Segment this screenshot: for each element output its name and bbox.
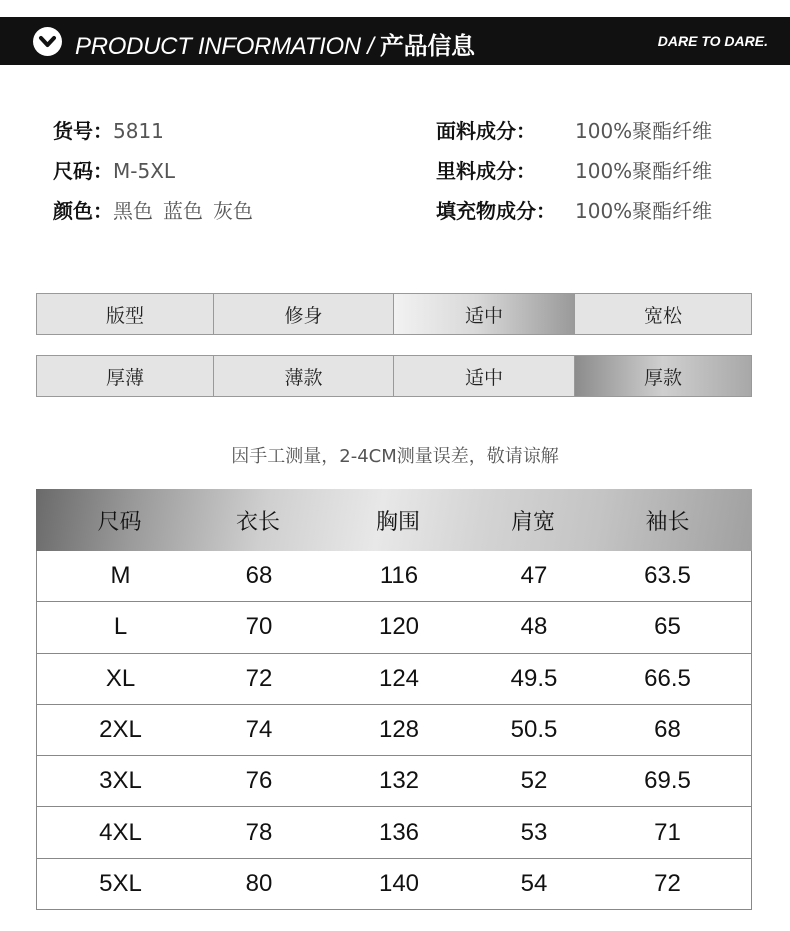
color-option: 灰色 [213, 199, 253, 223]
row-shoulder-cell: 54 [520, 869, 548, 897]
lining-row [436, 155, 536, 184]
row-sleeve-cell: 69.5 [644, 767, 691, 795]
row-chest-cell: 116 [379, 562, 419, 590]
row-chest-cell: 132 [378, 767, 420, 795]
fit-option-loose: 宽松 [643, 304, 682, 327]
row-size-cell: M [110, 562, 131, 590]
row-size-cell: 5XL [99, 869, 142, 897]
fit-option-regular: 适中 [394, 294, 575, 334]
lining-value-wrap [575, 155, 712, 184]
header-bar [0, 17, 790, 65]
row-length-cell: 74 [245, 716, 273, 744]
table-row [36, 551, 752, 602]
row-shoulder-cell: 48 [520, 613, 548, 641]
row-size-cell: XL [105, 664, 136, 692]
filling-value: 100%聚酯纤维 [575, 199, 713, 223]
thickness-attribute-name: 厚薄 [37, 356, 214, 396]
row-size-cell: 3XL [99, 767, 142, 795]
row-sleeve-cell: 66.5 [644, 664, 691, 692]
size-chart [36, 489, 752, 910]
fabric-value-wrap [575, 115, 712, 144]
measurement-note: 因手工测量，2-4CM测量误差，敬请谅解 [231, 446, 559, 467]
row-size-cell: 2XL [99, 716, 142, 744]
fabric-row [436, 115, 536, 144]
header-shoulder: 肩宽 [510, 509, 555, 535]
table-row [36, 602, 752, 653]
thickness-option-medium: 适中 [394, 356, 575, 396]
color-label: 颜色： [53, 199, 113, 223]
fit-option-slim: 修身 [214, 294, 394, 334]
row-length-cell: 78 [245, 818, 273, 846]
lining-value: 100%聚酯纤维 [575, 159, 713, 183]
thickness-option-thin: 薄款 [214, 356, 394, 396]
item-number-value: 5811 [113, 119, 164, 143]
fabric-label: 面料成分： [436, 119, 536, 143]
color-option: 蓝色 [163, 199, 203, 223]
title-en: PRODUCT INFORMATION [75, 33, 361, 60]
table-row [36, 807, 752, 858]
row-sleeve-cell: 63.5 [644, 562, 691, 590]
table-row [36, 859, 752, 910]
row-shoulder-cell: 49.5 [510, 664, 558, 692]
item-number-label: 货号： [53, 119, 113, 143]
row-chest-cell: 120 [378, 613, 420, 641]
row-shoulder-cell: 52 [520, 767, 548, 795]
header-sleeve: 袖长 [645, 509, 690, 535]
item-number-row [53, 115, 164, 144]
row-chest-cell: 128 [378, 716, 420, 744]
row-chest-cell: 140 [378, 869, 420, 897]
color-option: 黑色 [113, 199, 153, 223]
row-length-cell: 76 [245, 767, 273, 795]
lining-label: 里料成分： [436, 159, 536, 183]
row-size-cell: 4XL [99, 818, 142, 846]
row-chest-cell: 136 [378, 818, 420, 846]
fit-attribute-table [36, 293, 752, 335]
filling-label: 填充物成分： [436, 199, 556, 223]
row-shoulder-cell: 47 [520, 562, 548, 590]
size-range-label: 尺码： [53, 159, 113, 183]
size-range-row [53, 155, 175, 184]
row-sleeve-cell: 68 [654, 716, 681, 744]
header-size: 尺码 [97, 509, 142, 535]
title-separator: / [360, 33, 380, 60]
fit-attribute-name: 版型 [37, 294, 214, 334]
row-length-cell: 70 [245, 613, 273, 641]
brand-slogan: DARE TO DARE. [657, 33, 768, 49]
fabric-value: 100%聚酯纤维 [575, 119, 713, 143]
row-sleeve-cell: 71 [654, 818, 681, 846]
row-shoulder-cell: 53 [520, 818, 548, 846]
thickness-attribute-table [36, 355, 752, 397]
header-length: 衣长 [235, 509, 280, 535]
title-cn: 产品信息 [379, 33, 475, 60]
thickness-option-thick: 厚款 [575, 356, 751, 396]
size-range-value: M-5XL [113, 159, 176, 183]
row-length-cell: 72 [245, 664, 273, 692]
header-chest: 胸围 [375, 509, 420, 535]
row-sleeve-cell: 65 [654, 613, 681, 641]
row-sleeve-cell: 72 [654, 869, 681, 897]
row-chest-cell: 124 [378, 664, 420, 692]
table-row [36, 654, 752, 705]
filling-value-wrap [575, 195, 712, 224]
row-size-cell: L [113, 613, 128, 641]
row-length-cell: 80 [245, 869, 273, 897]
filling-row [436, 195, 556, 224]
chevron-down-icon [33, 27, 62, 56]
size-chart-header [36, 489, 752, 551]
color-row [53, 195, 253, 224]
page-title [75, 26, 475, 61]
row-shoulder-cell: 50.5 [510, 716, 558, 744]
row-length-cell: 68 [245, 562, 273, 590]
table-row [36, 705, 752, 756]
table-row [36, 756, 752, 807]
